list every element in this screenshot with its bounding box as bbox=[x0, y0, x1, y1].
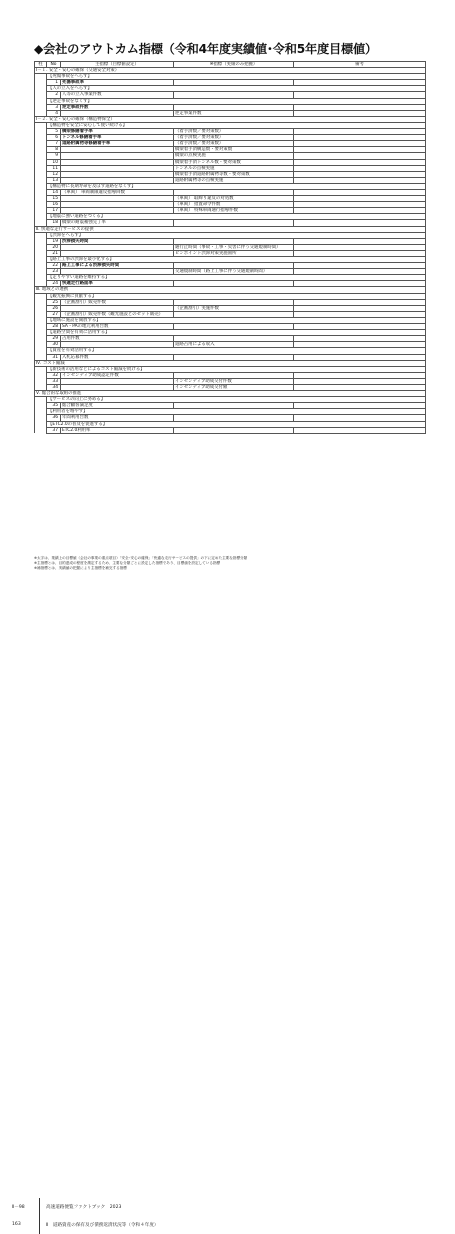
section-label: Ⅳ. コスト縮減 bbox=[35, 360, 426, 366]
sub-indicator: （車両） 特殊車両通行指導件数 bbox=[174, 208, 294, 214]
table-row bbox=[35, 427, 426, 433]
footnote: ※太字は、業績上の目標値（会社の事業の重点項目）「安全･安心の確保」「快適な走行サービスの提供」の下に定めた主要な指標分類 bbox=[34, 556, 248, 560]
chapter-title: Ⅱ 道路資産の保有及び債務返済状況等（令和４年度） bbox=[46, 1223, 159, 1228]
row-number: 15 bbox=[47, 196, 61, 202]
row-number: 6 bbox=[47, 135, 61, 141]
main-indicator: 入札応募件数 bbox=[61, 354, 174, 360]
main-indicator: （車両） 車両制限違反指導回数 bbox=[61, 189, 174, 195]
sub-indicator: ピンポイント渋滞対策実施箇所 bbox=[174, 250, 294, 256]
row-number: 8 bbox=[47, 147, 61, 153]
row-number: 20 bbox=[47, 244, 61, 250]
section-label: Ⅱ. 快適な走行サービスの提供 bbox=[35, 226, 426, 232]
sub-indicator: 通行止時間（事故・工事・災害に伴う交通規制時間） bbox=[174, 244, 294, 250]
group-label: 【走りやすい道路を維持する】 bbox=[47, 275, 426, 281]
header-pillar: 柱 bbox=[35, 62, 47, 68]
main-indicator: インセンティブ助成認定件数 bbox=[61, 372, 174, 378]
row-number: 2 bbox=[47, 92, 61, 98]
group-label: 【地域に施設を開放する】 bbox=[47, 317, 426, 323]
row-number: 18 bbox=[47, 220, 61, 226]
footnote: ※補指標とは、実績値の把握により主指標を補完する指標 bbox=[34, 566, 127, 571]
sub-indicator: （着手済数／要対策数） bbox=[174, 135, 294, 141]
header-remarks: 備考 bbox=[294, 62, 426, 68]
row-number: 5 bbox=[47, 129, 61, 135]
group-label: 【地震に強い道路をつくる】 bbox=[47, 214, 426, 220]
group-label: 【新技術の活用などによるコスト縮減を続ける】 bbox=[47, 366, 426, 372]
group-label: 【死傷事故をへらす】 bbox=[47, 74, 426, 80]
group-label: 【逆走事故をなくす】 bbox=[47, 98, 426, 104]
group-label: 【人の立入をへらす】 bbox=[47, 86, 426, 92]
sub-indicator: （着手済数／要対策数） bbox=[174, 141, 294, 147]
main-indicator: 死傷事故率 bbox=[61, 80, 174, 86]
row-number: 33 bbox=[47, 378, 61, 384]
sub-indicator: 逆走事案件数 bbox=[174, 110, 294, 116]
sub-indicator: 橋梁着手済構造数・要対策数 bbox=[174, 147, 294, 153]
row-number: 27 bbox=[47, 311, 61, 317]
row-number: 23 bbox=[47, 269, 61, 275]
group-label: 【サービスの向上に努める】 bbox=[47, 397, 426, 403]
row-number: 29 bbox=[47, 336, 61, 342]
page-number-left: Ⅱ－98 bbox=[12, 1205, 25, 1210]
row-number: 4 bbox=[47, 110, 61, 116]
sub-indicator: トンネルの点検実施 bbox=[174, 165, 294, 171]
sub-indicator: 道路占用による収入 bbox=[174, 342, 294, 348]
row-number: 16 bbox=[47, 202, 61, 208]
row-number: 11 bbox=[47, 165, 61, 171]
main-indicator: 渋滞損失時間 bbox=[61, 238, 174, 244]
footer-divider bbox=[39, 1198, 40, 1234]
sub-indicator: （着手済数／要対策数） bbox=[174, 129, 294, 135]
sub-indicator: インセンティブ助成交付件数 bbox=[174, 378, 294, 384]
group-label: 【道路空間を有効に活用する】 bbox=[47, 330, 426, 336]
group-label: 【構造物に長期寿命を及ぼす道路をなくす】 bbox=[47, 183, 426, 189]
group-label: 【路上工事の渋滞を最小化する】 bbox=[47, 257, 426, 263]
section-label: Ⅰ－１. 安全・安心の確保（交通安全対策） bbox=[35, 68, 426, 74]
main-indicator: 路上工事による渋滞損失時間 bbox=[61, 263, 174, 269]
main-indicator: 橋梁の耐震補強完了率 bbox=[61, 220, 174, 226]
main-indicator: 占用件数 bbox=[61, 336, 174, 342]
main-indicator: SA・PAの地元利用台数 bbox=[61, 324, 174, 330]
row-number: 36 bbox=[47, 415, 61, 421]
main-indicator: トンネル修繕着手率 bbox=[61, 135, 174, 141]
outcome-table bbox=[34, 61, 426, 434]
page-title: ◆会社のアウトカム指標（令和4年度実績値･令和5年度目標値） bbox=[34, 42, 377, 56]
header-main-indicator: 主指標（目標値設定） bbox=[61, 62, 174, 68]
row-number: 19 bbox=[47, 238, 61, 244]
row-number: 26 bbox=[47, 305, 61, 311]
section-label: Ⅴ. 総合的な取組の推進 bbox=[35, 391, 426, 397]
main-indicator: 快適走行路面率 bbox=[61, 281, 174, 287]
row-number: 7 bbox=[47, 141, 61, 147]
row-number: 17 bbox=[47, 208, 61, 214]
book-title: 高速道路便覧ファクトブック 2023 bbox=[46, 1205, 122, 1210]
main-indicator: 総合顧客満足度 bbox=[61, 403, 174, 409]
row-number: 1 bbox=[47, 80, 61, 86]
sub-indicator: 交通規制時間（路上工事に伴う交通規制時間） bbox=[174, 269, 294, 275]
sub-indicator: 橋梁着手済道路附属物等数・要対策数 bbox=[174, 171, 294, 177]
row-number: 22 bbox=[47, 263, 61, 269]
row-number: 37 bbox=[47, 427, 61, 433]
sub-indicator bbox=[174, 427, 294, 433]
main-indicator: 橋梁修繕着手率 bbox=[61, 129, 174, 135]
header-sub-indicator: ※指標（実績のみ把握） bbox=[174, 62, 294, 68]
main-indicator: （企画割引）販売件数 bbox=[61, 299, 174, 305]
row-number: 13 bbox=[47, 177, 61, 183]
main-indicator: ETC2.0利用率 bbox=[61, 427, 174, 433]
footnotes bbox=[34, 556, 247, 572]
row-number: 31 bbox=[47, 354, 61, 360]
group-label: 【観光振興に貢献する】 bbox=[47, 293, 426, 299]
footnote: ※主指標とは、目的達成の程度を測定するため、主要な分類ごとに設定した指標であり、目標値を設定している指標 bbox=[34, 561, 221, 566]
group-label: 【ETC2.0の普及を促進する】 bbox=[47, 421, 426, 427]
group-label: 【資産を有効活用する】 bbox=[47, 348, 426, 354]
row-number: 10 bbox=[47, 159, 61, 165]
row-number: 12 bbox=[47, 171, 61, 177]
sub-indicator: 橋梁の点検実施 bbox=[174, 153, 294, 159]
sub-indicator: 道路附属物等の点検実施 bbox=[174, 177, 294, 183]
row-number: 9 bbox=[47, 153, 61, 159]
main-indicator: 人等の立入事案件数 bbox=[61, 92, 174, 98]
main-indicator: 逆走事故件数 bbox=[61, 104, 174, 110]
row-number: 21 bbox=[47, 250, 61, 256]
section-label: Ⅲ. 地域との連携 bbox=[35, 287, 426, 293]
row-number: 35 bbox=[47, 403, 61, 409]
row-number: 14 bbox=[47, 189, 61, 195]
row-number: 30 bbox=[47, 342, 61, 348]
section-label: Ⅰ－２. 安全・安心の確保（構造物保全） bbox=[35, 116, 426, 122]
main-indicator: 道路附属物等修繕着手率 bbox=[61, 141, 174, 147]
sub-indicator: 橋梁着手済トンネル数・要対策数 bbox=[174, 159, 294, 165]
remarks bbox=[294, 427, 426, 433]
sub-indicator: （車両） 措置命令件数 bbox=[174, 202, 294, 208]
main-indicator: 年間利用台数 bbox=[61, 415, 174, 421]
row-number: 3 bbox=[47, 104, 61, 110]
sub-indicator: （車両） 取締り違反の対処数 bbox=[174, 196, 294, 202]
group-label: 【利用者を増やす】 bbox=[47, 409, 426, 415]
row-number: 34 bbox=[47, 384, 61, 390]
sub-indicator: インセンティブ助成交付額 bbox=[174, 384, 294, 390]
row-number: 24 bbox=[47, 281, 61, 287]
group-label: 【構造物を安全に安心して使い続ける】 bbox=[47, 122, 426, 128]
page-number-total: 163 bbox=[12, 1222, 21, 1227]
row-number: 25 bbox=[47, 299, 61, 305]
row-number: 32 bbox=[47, 372, 61, 378]
main-indicator: （企画割引）販売件数（観光施設とのセット販売） bbox=[61, 311, 174, 317]
header-no: No bbox=[47, 62, 61, 68]
group-label: 【渋滞をへらす】 bbox=[47, 232, 426, 238]
pillar-cell bbox=[35, 427, 47, 433]
row-number: 28 bbox=[47, 324, 61, 330]
sub-indicator: （企画割引）実施件数 bbox=[174, 305, 294, 311]
